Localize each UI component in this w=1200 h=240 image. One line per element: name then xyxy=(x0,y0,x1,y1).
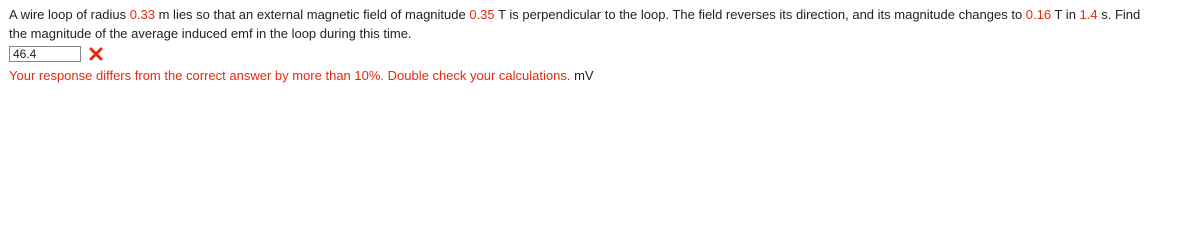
feedback-message: Your response differs from the correct answer by more than 10%. Double check your calculations. xyxy=(9,68,571,83)
question-text-part: A wire loop of radius xyxy=(9,7,130,22)
radius-value: 0.33 xyxy=(129,7,155,22)
final-field-value: 0.16 xyxy=(1025,7,1052,22)
answer-unit: mV xyxy=(574,68,594,83)
initial-field-value: 0.35 xyxy=(469,7,495,22)
time-value: 1.4 xyxy=(1079,7,1098,22)
question-text-part: T is perpendicular to the loop. The field reverses its direction, and its magnitude changes to xyxy=(494,7,1026,22)
feedback-line xyxy=(9,67,1192,85)
question-text-part: T in xyxy=(1051,7,1080,22)
question-text-part: m lies so that an external magnetic field of magnitude xyxy=(155,7,470,22)
answer-input[interactable] xyxy=(9,46,81,62)
question-text-line-2: the magnitude of the average induced emf in the loop during this time. xyxy=(9,26,412,41)
x-mark-icon xyxy=(89,47,103,61)
question-container xyxy=(0,0,1200,85)
question-text-part: s. Find xyxy=(1097,7,1141,22)
answer-row xyxy=(9,44,1192,64)
question-text xyxy=(9,5,1192,43)
